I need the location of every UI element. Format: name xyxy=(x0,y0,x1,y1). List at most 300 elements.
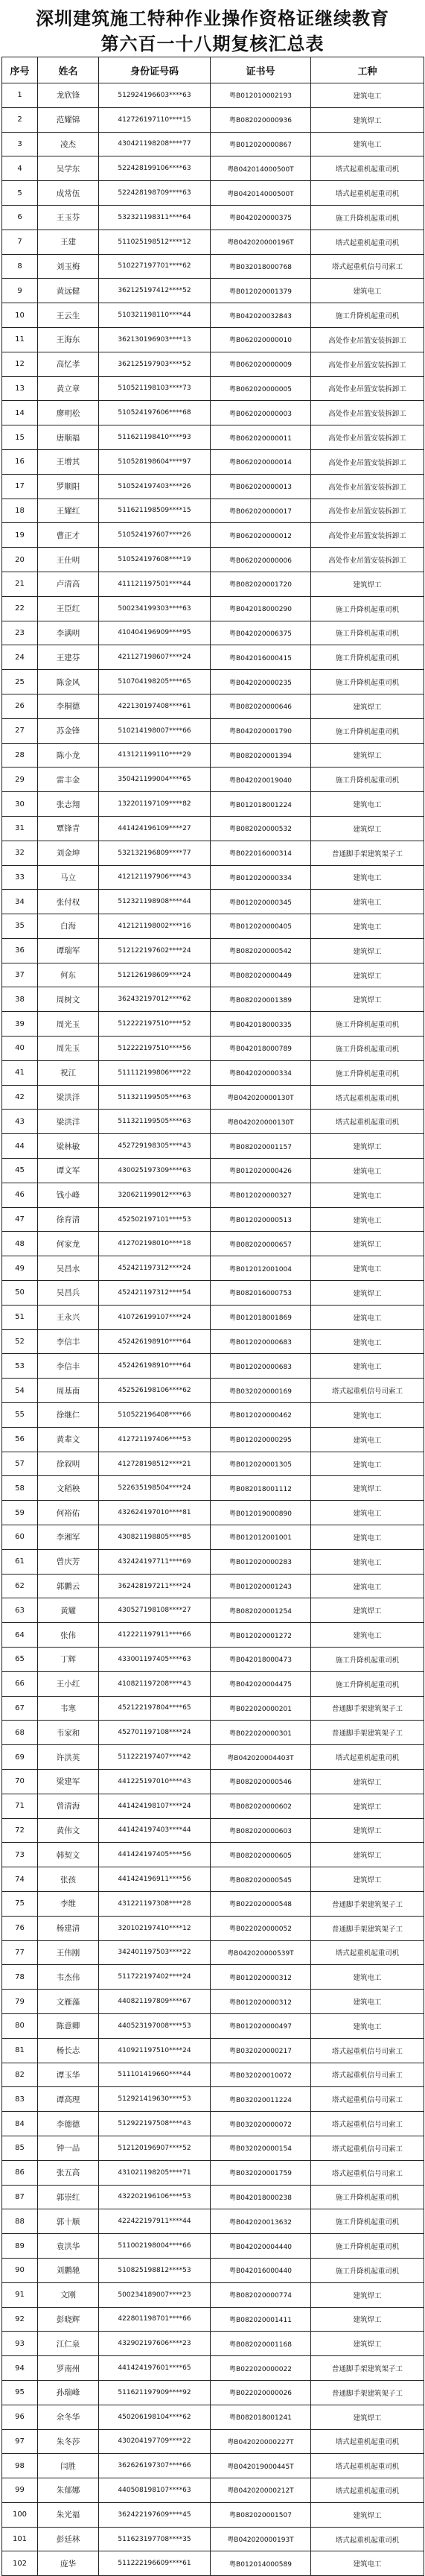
cell-seq: 34 xyxy=(2,890,38,914)
cell-name: 雷丰金 xyxy=(38,768,99,792)
table-row xyxy=(2,2282,424,2307)
cell-name: 彭廷林 xyxy=(38,2527,99,2551)
cell-name: 高忆孝 xyxy=(38,352,99,376)
cell-work-type: 建筑焊工 xyxy=(311,743,424,768)
cell-name: 文稻秧 xyxy=(38,1476,99,1501)
cell-work-type: 塔式起重机起重司机 xyxy=(311,1940,424,1965)
cell-id-number: 452421197312****24 xyxy=(99,1256,211,1281)
cell-cert-number: 粤B042020004440 xyxy=(211,2234,311,2259)
cell-seq: 35 xyxy=(2,914,38,939)
cell-name: 梁洪洋 xyxy=(38,1085,99,1110)
cell-work-type: 施工升降机起重司机 xyxy=(311,1037,424,1061)
cell-work-type: 建筑电工 xyxy=(311,1256,424,1281)
cell-cert-number: 粤B082020001411 xyxy=(211,2307,311,2332)
cell-name: 王仕明 xyxy=(38,548,99,572)
cell-work-type: 建筑焊工 xyxy=(311,1232,424,1256)
cell-id-number: 441424197405****56 xyxy=(99,1843,211,1867)
cell-work-type: 塔式起重机起重司机 xyxy=(311,2429,424,2454)
cell-work-type: 塔式起重机起重司机 xyxy=(311,181,424,206)
cell-name: 王海东 xyxy=(38,327,99,352)
cell-cert-number: 粤B012020001379 xyxy=(211,279,311,303)
cell-work-type: 建筑电工 xyxy=(311,1574,424,1598)
table-row xyxy=(2,107,424,132)
table-row xyxy=(2,2551,424,2576)
cell-id-number: 511621197909****92 xyxy=(99,2380,211,2405)
cell-work-type: 高处作业吊篮安装拆卸工 xyxy=(311,523,424,548)
cell-name: 廖明松 xyxy=(38,401,99,425)
cell-seq: 46 xyxy=(2,1183,38,1207)
cell-cert-number: 粤B062020000009 xyxy=(211,352,311,376)
table-row xyxy=(2,1354,424,1379)
cell-name: 刘玉梅 xyxy=(38,254,99,279)
cell-seq: 28 xyxy=(2,743,38,768)
table-row xyxy=(2,1110,424,1134)
cell-seq: 82 xyxy=(2,2063,38,2087)
cell-cert-number: 粤B012020001272 xyxy=(211,1623,311,1648)
table-row xyxy=(2,1207,424,1232)
cell-cert-number: 粤B042018000290 xyxy=(211,596,311,621)
cell-work-type: 建筑电工 xyxy=(311,83,424,108)
cell-seq: 65 xyxy=(2,1648,38,1672)
cell-work-type: 塔式起重机信号司索工 xyxy=(311,2136,424,2160)
cell-cert-number: 粤B012020000683 xyxy=(211,1329,311,1354)
cell-name: 杨长志 xyxy=(38,2038,99,2063)
cell-seq: 2 xyxy=(2,107,38,132)
cell-cert-number: 粤B062020000005 xyxy=(211,376,311,401)
cell-work-type: 高处作业吊篮安装拆卸工 xyxy=(311,548,424,572)
cell-cert-number: 粤B042020000539T xyxy=(211,1940,311,1965)
cell-cert-number: 粤B042018000473 xyxy=(211,1648,311,1672)
cell-work-type: 建筑焊工 xyxy=(311,963,424,987)
cell-work-type: 普通脚手架建筑架子工 xyxy=(311,2380,424,2405)
cell-id-number: 431221197308****28 xyxy=(99,1891,211,1916)
cell-id-number: 532321198311****64 xyxy=(99,205,211,230)
table-row xyxy=(2,2429,424,2454)
table-row xyxy=(2,2160,424,2185)
table-row xyxy=(2,792,424,817)
cell-cert-number: 粤B062020000006 xyxy=(211,548,311,572)
cell-seq: 50 xyxy=(2,1281,38,1306)
cell-name: 白海 xyxy=(38,914,99,939)
cell-work-type: 施工升降机起重司机 xyxy=(311,768,424,792)
cell-work-type: 施工升降机起重司机 xyxy=(311,1060,424,1085)
cell-cert-number: 粤B012020000405 xyxy=(211,914,311,939)
table-row xyxy=(2,1916,424,1940)
table-row xyxy=(2,1843,424,1867)
table-row xyxy=(2,865,424,890)
cell-name: 王增其 xyxy=(38,449,99,474)
cell-work-type: 建筑电工 xyxy=(311,1623,424,1648)
cell-name: 许洪英 xyxy=(38,1745,99,1770)
cell-seq: 47 xyxy=(2,1207,38,1232)
table-row xyxy=(2,279,424,303)
cell-cert-number: 粤B012020000295 xyxy=(211,1427,311,1452)
cell-cert-number: 粤B042020032843 xyxy=(211,303,311,328)
table-row xyxy=(2,1940,424,1965)
cell-seq: 83 xyxy=(2,2087,38,2112)
cell-work-type: 建筑电工 xyxy=(311,1427,424,1452)
cell-work-type: 建筑电工 xyxy=(311,914,424,939)
cell-name: 王建 xyxy=(38,230,99,254)
table-row xyxy=(2,449,424,474)
cell-name: 成常伍 xyxy=(38,181,99,206)
cell-id-number: 511321199505****63 xyxy=(99,1110,211,1134)
cell-name: 杨建清 xyxy=(38,1916,99,1940)
table-row xyxy=(2,1574,424,1598)
cell-name: 张伟 xyxy=(38,1623,99,1648)
cell-id-number: 422422197911****44 xyxy=(99,2209,211,2234)
cell-cert-number: 粤B012020000683 xyxy=(211,1354,311,1379)
table-header-row xyxy=(2,57,424,83)
cell-work-type: 建筑焊工 xyxy=(311,572,424,596)
cell-seq: 18 xyxy=(2,499,38,523)
cell-name: 陈意卿 xyxy=(38,2013,99,2038)
cell-cert-number: 粤B082020000657 xyxy=(211,1232,311,1256)
cell-cert-number: 粤B042020000235 xyxy=(211,670,311,694)
cell-seq: 15 xyxy=(2,425,38,450)
table-row xyxy=(2,1281,424,1306)
cell-cert-number: 粤B032020000169 xyxy=(211,1379,311,1403)
table-row xyxy=(2,2380,424,2405)
table-row xyxy=(2,1012,424,1037)
cell-work-type: 建筑焊工 xyxy=(311,1867,424,1892)
table-row xyxy=(2,548,424,572)
table-row xyxy=(2,1037,424,1061)
cell-seq: 19 xyxy=(2,523,38,548)
cell-id-number: 441424197403****44 xyxy=(99,1818,211,1843)
cell-work-type: 施工升降机起重司机 xyxy=(311,1648,424,1672)
table-row xyxy=(2,2013,424,2038)
cell-work-type: 普通脚手架建筑架子工 xyxy=(311,1891,424,1916)
cell-id-number: 452426198910****64 xyxy=(99,1329,211,1354)
cell-name: 范耀锦 xyxy=(38,107,99,132)
table-row xyxy=(2,2209,424,2234)
table-row xyxy=(2,181,424,206)
cell-id-number: 522635198504****24 xyxy=(99,1476,211,1501)
cell-name: 韦寒 xyxy=(38,1696,99,1721)
cell-id-number: 510524197608****19 xyxy=(99,548,211,572)
cell-cert-number: 粤B082020000605 xyxy=(211,1843,311,1867)
cell-work-type: 建筑电工 xyxy=(311,1403,424,1428)
cell-work-type: 施工升降机起重司机 xyxy=(311,2185,424,2209)
cell-cert-number: 粤B022020000301 xyxy=(211,1721,311,1745)
cell-id-number: 362130196903****13 xyxy=(99,327,211,352)
cell-name: 周光玉 xyxy=(38,1012,99,1037)
cell-name: 黄辈文 xyxy=(38,1427,99,1452)
cell-name: 钱小峰 xyxy=(38,1183,99,1207)
cell-work-type: 建筑焊工 xyxy=(311,938,424,963)
cell-name: 张五高 xyxy=(38,2160,99,2185)
cell-id-number: 511623197708****35 xyxy=(99,2527,211,2551)
cell-name: 闫胜 xyxy=(38,2454,99,2478)
cell-work-type: 建筑焊工 xyxy=(311,1134,424,1159)
cell-id-number: 430821198805****85 xyxy=(99,1525,211,1550)
cell-name: 彭晓辉 xyxy=(38,2307,99,2332)
cell-work-type: 施工升降机起重司机 xyxy=(311,596,424,621)
cell-cert-number: 粤B042020001790 xyxy=(211,718,311,743)
table-row xyxy=(2,499,424,523)
cell-name: 韩契文 xyxy=(38,1843,99,1867)
cell-seq: 44 xyxy=(2,1134,38,1159)
table-row xyxy=(2,2356,424,2381)
title-line-1: 深圳建筑施工特种作业操作资格证继续教育 xyxy=(36,7,389,29)
cell-id-number: 532132196809****77 xyxy=(99,841,211,865)
cell-cert-number: 粤B022020000201 xyxy=(211,1696,311,1721)
cell-id-number: 510524197606****68 xyxy=(99,401,211,425)
cell-work-type: 施工升降机起重司机 xyxy=(311,303,424,328)
cell-id-number: 362422197609****45 xyxy=(99,2502,211,2527)
cell-seq: 101 xyxy=(2,2527,38,2551)
table-row xyxy=(2,2502,424,2527)
cell-work-type: 建筑焊工 xyxy=(311,1769,424,1794)
cell-name: 韦杰伟 xyxy=(38,1965,99,1990)
cell-name: 朱郁娜 xyxy=(38,2478,99,2503)
cell-id-number: 512122197602****24 xyxy=(99,938,211,963)
cell-seq: 40 xyxy=(2,1037,38,1061)
table-row xyxy=(2,987,424,1012)
cell-id-number: 410921197510****24 xyxy=(99,2038,211,2063)
cell-cert-number: 粤B082020000936 xyxy=(211,107,311,132)
cell-name: 罗顺阳 xyxy=(38,474,99,499)
cell-id-number: 511621198410****93 xyxy=(99,425,211,450)
cell-seq: 87 xyxy=(2,2185,38,2209)
cell-id-number: 452421197312****54 xyxy=(99,1281,211,1306)
cell-id-number: 441424196911****56 xyxy=(99,1867,211,1892)
cell-work-type: 建筑电工 xyxy=(311,1501,424,1525)
cell-seq: 80 xyxy=(2,2013,38,2038)
cell-work-type: 施工升降机起重司机 xyxy=(311,670,424,694)
cell-work-type: 施工升降机起重司机 xyxy=(311,2234,424,2259)
cell-seq: 54 xyxy=(2,1379,38,1403)
cell-id-number: 510825198812****53 xyxy=(99,2258,211,2282)
cell-seq: 9 xyxy=(2,279,38,303)
cell-id-number: 362432197012****62 xyxy=(99,987,211,1012)
cell-id-number: 320621199012****63 xyxy=(99,1183,211,1207)
table-row xyxy=(2,1427,424,1452)
cell-cert-number: 粤B042014000500T xyxy=(211,181,311,206)
cell-id-number: 430025197309****63 xyxy=(99,1159,211,1183)
cell-cert-number: 粤B042020000227T xyxy=(211,2429,311,2454)
cell-id-number: 512222197510****52 xyxy=(99,1012,211,1037)
table-row xyxy=(2,2405,424,2429)
cell-id-number: 511002198004****66 xyxy=(99,2234,211,2259)
cell-work-type: 建筑焊工 xyxy=(311,2332,424,2356)
cell-seq: 30 xyxy=(2,792,38,817)
cell-id-number: 440523197008****53 xyxy=(99,2013,211,2038)
cell-work-type: 建筑电工 xyxy=(311,279,424,303)
table-row xyxy=(2,1598,424,1623)
table-row xyxy=(2,230,424,254)
cell-cert-number: 粤B022020000052 xyxy=(211,1916,311,1940)
cell-cert-number: 粤B082020000646 xyxy=(211,694,311,718)
table-row xyxy=(2,1671,424,1696)
cell-id-number: 441424197601****65 xyxy=(99,2356,211,2381)
table-row xyxy=(2,303,424,328)
table-row xyxy=(2,156,424,181)
cell-seq: 81 xyxy=(2,2038,38,2063)
cell-id-number: 522428199106****63 xyxy=(99,156,211,181)
cell-id-number: 511112199806****22 xyxy=(99,1060,211,1085)
table-row xyxy=(2,1549,424,1574)
cell-seq: 20 xyxy=(2,548,38,572)
cell-work-type: 普通脚手架建筑架子工 xyxy=(311,2356,424,2381)
cell-seq: 77 xyxy=(2,1940,38,1965)
table-row xyxy=(2,83,424,108)
cell-id-number: 512321198908****44 xyxy=(99,890,211,914)
cell-id-number: 452701197108****24 xyxy=(99,1721,211,1745)
cell-cert-number: 粤B042020013632 xyxy=(211,2209,311,2234)
cell-seq: 24 xyxy=(2,645,38,670)
cell-name: 韦家和 xyxy=(38,1721,99,1745)
cell-id-number: 412726197110****15 xyxy=(99,107,211,132)
table-row xyxy=(2,670,424,694)
table-row xyxy=(2,914,424,939)
cell-id-number: 362125197412****52 xyxy=(99,279,211,303)
table-row xyxy=(2,743,424,768)
cell-name: 吴昌水 xyxy=(38,1256,99,1281)
cell-cert-number: 粤B042020019040 xyxy=(211,768,311,792)
cell-seq: 70 xyxy=(2,1769,38,1794)
table-row xyxy=(2,621,424,645)
table-row xyxy=(2,2234,424,2259)
cell-cert-number: 粤B012010002193 xyxy=(211,83,311,108)
table-row xyxy=(2,1696,424,1721)
cell-cert-number: 粤B042018000335 xyxy=(211,1012,311,1037)
table-row xyxy=(2,1403,424,1428)
cell-work-type: 塔式起重机起重司机 xyxy=(311,1745,424,1770)
cell-name: 卢清高 xyxy=(38,572,99,596)
cell-cert-number: 粤B082020000546 xyxy=(211,1769,311,1794)
cell-seq: 95 xyxy=(2,2380,38,2405)
cell-work-type: 建筑电工 xyxy=(311,1159,424,1183)
table-row xyxy=(2,1256,424,1281)
cell-id-number: 512126198609****24 xyxy=(99,963,211,987)
cell-work-type: 高处作业吊篮安装拆卸工 xyxy=(311,401,424,425)
cell-seq: 94 xyxy=(2,2356,38,2381)
cell-id-number: 452426198910****64 xyxy=(99,1354,211,1379)
cell-seq: 33 xyxy=(2,865,38,890)
cell-work-type: 建筑焊工 xyxy=(311,1281,424,1306)
cell-name: 谭瑞军 xyxy=(38,938,99,963)
cell-cert-number: 粤B032020010072 xyxy=(211,2063,311,2087)
table-row xyxy=(2,2527,424,2551)
cell-name: 李满明 xyxy=(38,621,99,645)
cell-work-type: 高处作业吊篮安装拆卸工 xyxy=(311,474,424,499)
header-id: 身份证号码 xyxy=(99,57,211,83)
cell-seq: 26 xyxy=(2,694,38,718)
cell-seq: 86 xyxy=(2,2160,38,2185)
cell-name: 袁洪华 xyxy=(38,2234,99,2259)
cell-seq: 22 xyxy=(2,596,38,621)
cell-cert-number: 粤B022016000314 xyxy=(211,841,311,865)
table-row xyxy=(2,1721,424,1745)
cell-name: 覃锋青 xyxy=(38,816,99,841)
cell-cert-number: 粤B012020000283 xyxy=(211,1549,311,1574)
table-row xyxy=(2,2258,424,2282)
cell-work-type: 建筑焊工 xyxy=(311,1476,424,1501)
table-row xyxy=(2,645,424,670)
table-row xyxy=(2,1501,424,1525)
cell-id-number: 412121197906****43 xyxy=(99,865,211,890)
cell-cert-number: 粤B012020000334 xyxy=(211,865,311,890)
table-row xyxy=(2,1329,424,1354)
cell-seq: 89 xyxy=(2,2234,38,2259)
cell-id-number: 411121197501****44 xyxy=(99,572,211,596)
cell-work-type: 建筑电工 xyxy=(311,1329,424,1354)
cell-cert-number: 粤B042018000789 xyxy=(211,1037,311,1061)
cell-name: 王伟刚 xyxy=(38,1940,99,1965)
cell-work-type: 建筑电工 xyxy=(311,1549,424,1574)
cell-name: 丁辉 xyxy=(38,1648,99,1672)
cell-name: 徐继仁 xyxy=(38,1403,99,1428)
cell-seq: 53 xyxy=(2,1354,38,1379)
cell-name: 曾庆芳 xyxy=(38,1549,99,1574)
cell-name: 江仁泉 xyxy=(38,2332,99,2356)
table-row xyxy=(2,841,424,865)
cell-cert-number: 粤B012020000327 xyxy=(211,1183,311,1207)
cell-name: 何家龙 xyxy=(38,1232,99,1256)
cell-work-type: 建筑焊工 xyxy=(311,1843,424,1867)
cell-work-type: 建筑焊工 xyxy=(311,107,424,132)
table-row xyxy=(2,474,424,499)
cell-seq: 96 xyxy=(2,2405,38,2429)
cell-work-type: 高处作业吊篮安装拆卸工 xyxy=(311,499,424,523)
cell-seq: 39 xyxy=(2,1012,38,1037)
table-row xyxy=(2,1085,424,1110)
cell-name: 梁建军 xyxy=(38,1769,99,1794)
cell-work-type: 塔式起重机信号司索工 xyxy=(311,2038,424,2063)
cell-name: 李桐德 xyxy=(38,694,99,718)
cell-name: 郭鹏云 xyxy=(38,1574,99,1598)
table-row xyxy=(2,425,424,450)
table-row xyxy=(2,1060,424,1085)
cell-cert-number: 粤B062020000014 xyxy=(211,449,311,474)
cell-name: 李湘军 xyxy=(38,1525,99,1550)
table-row xyxy=(2,2112,424,2136)
cell-seq: 14 xyxy=(2,401,38,425)
table-row xyxy=(2,1745,424,1770)
cell-name: 文刚 xyxy=(38,2282,99,2307)
cell-id-number: 510521198103****73 xyxy=(99,376,211,401)
cell-work-type: 建筑电工 xyxy=(311,2013,424,2038)
cell-name: 罗南州 xyxy=(38,2356,99,2381)
cell-id-number: 512222197510****56 xyxy=(99,1037,211,1061)
cell-seq: 71 xyxy=(2,1794,38,1818)
cell-seq: 49 xyxy=(2,1256,38,1281)
cell-id-number: 431021198205****71 xyxy=(99,2160,211,2185)
cell-id-number: 510321198110****44 xyxy=(99,303,211,328)
cell-name: 周基南 xyxy=(38,1379,99,1403)
cell-cert-number: 粤B082020001507 xyxy=(211,2502,311,2527)
table-row xyxy=(2,1452,424,1476)
cell-seq: 29 xyxy=(2,768,38,792)
cell-cert-number: 粤B032020001759 xyxy=(211,2160,311,2185)
cell-work-type: 建筑焊工 xyxy=(311,1598,424,1623)
table-row xyxy=(2,1648,424,1672)
table-row xyxy=(2,1990,424,2014)
cell-id-number: 512921419630****53 xyxy=(99,2087,211,2112)
cell-id-number: 441424198107****24 xyxy=(99,1794,211,1818)
cell-name: 李维 xyxy=(38,1891,99,1916)
cell-cert-number: 粤B042019000445T xyxy=(211,2454,311,2478)
cell-work-type: 高处作业吊篮安装拆卸工 xyxy=(311,327,424,352)
cell-id-number: 350421199004****65 xyxy=(99,768,211,792)
table-row xyxy=(2,963,424,987)
cell-cert-number: 粤B042020004475 xyxy=(211,1671,311,1696)
cell-id-number: 511222196609****61 xyxy=(99,2551,211,2576)
cell-name: 梁洪洋 xyxy=(38,1110,99,1134)
table-row xyxy=(2,1794,424,1818)
